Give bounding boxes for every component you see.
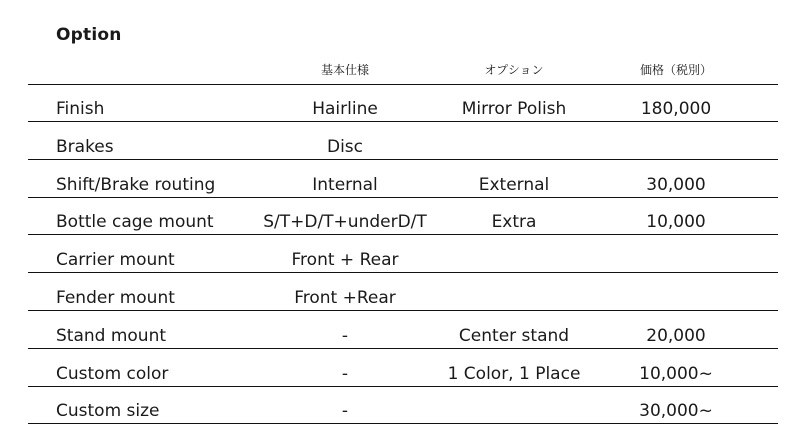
- header-standard: 基本仕様: [320, 63, 370, 77]
- row-label: Finish: [56, 99, 105, 119]
- table-header: [0, 60, 800, 84]
- row-label: Shift/Brake routing: [56, 175, 216, 195]
- page-title: Option: [56, 25, 122, 45]
- row-option: 1 Color, 1 Place: [447, 364, 581, 384]
- header-divider: [28, 84, 778, 85]
- row-standard: -: [341, 326, 349, 346]
- row-divider: [28, 159, 778, 160]
- row-option: External: [478, 175, 550, 195]
- table-row: [0, 396, 800, 424]
- row-label: Fender mount: [56, 288, 175, 308]
- row-standard: Internal: [312, 175, 378, 195]
- table-row: [0, 207, 800, 235]
- row-divider: [28, 197, 778, 198]
- row-standard: S/T+D/T+underD/T: [263, 212, 427, 232]
- table-row: [0, 170, 800, 198]
- table-row: [0, 321, 800, 349]
- row-standard: -: [341, 364, 349, 384]
- row-label: Bottle cage mount: [56, 212, 214, 232]
- row-divider: [28, 423, 778, 424]
- row-divider: [28, 234, 778, 235]
- table-row: [0, 132, 800, 160]
- row-option: Extra: [491, 212, 537, 232]
- row-option: Center stand: [458, 326, 570, 346]
- row-price: 10,000~: [639, 364, 713, 384]
- table-row: [0, 245, 800, 273]
- row-standard: -: [341, 401, 349, 421]
- row-label: Carrier mount: [56, 250, 175, 270]
- table-row: [0, 283, 800, 311]
- table-row: [0, 94, 800, 122]
- row-label: Custom color: [56, 364, 169, 384]
- row-standard: Front + Rear: [291, 250, 399, 270]
- row-standard: Hairline: [312, 99, 378, 119]
- header-option: オプション: [484, 63, 544, 77]
- row-price: 30,000~: [639, 401, 713, 421]
- row-option: Mirror Polish: [461, 99, 567, 119]
- row-divider: [28, 348, 778, 349]
- row-divider: [28, 121, 778, 122]
- row-label: Brakes: [56, 137, 114, 157]
- row-divider: [28, 310, 778, 311]
- table-row: [0, 359, 800, 387]
- row-divider: [28, 386, 778, 387]
- header-price: 価格（税別）: [639, 63, 713, 77]
- row-label: Stand mount: [56, 326, 167, 346]
- row-price: 30,000: [646, 175, 706, 195]
- row-standard: Disc: [326, 137, 364, 157]
- row-divider: [28, 272, 778, 273]
- row-price: 10,000: [646, 212, 706, 232]
- row-price: 180,000: [640, 99, 712, 119]
- row-standard: Front +Rear: [294, 288, 396, 308]
- row-label: Custom size: [56, 401, 160, 421]
- row-price: 20,000: [646, 326, 706, 346]
